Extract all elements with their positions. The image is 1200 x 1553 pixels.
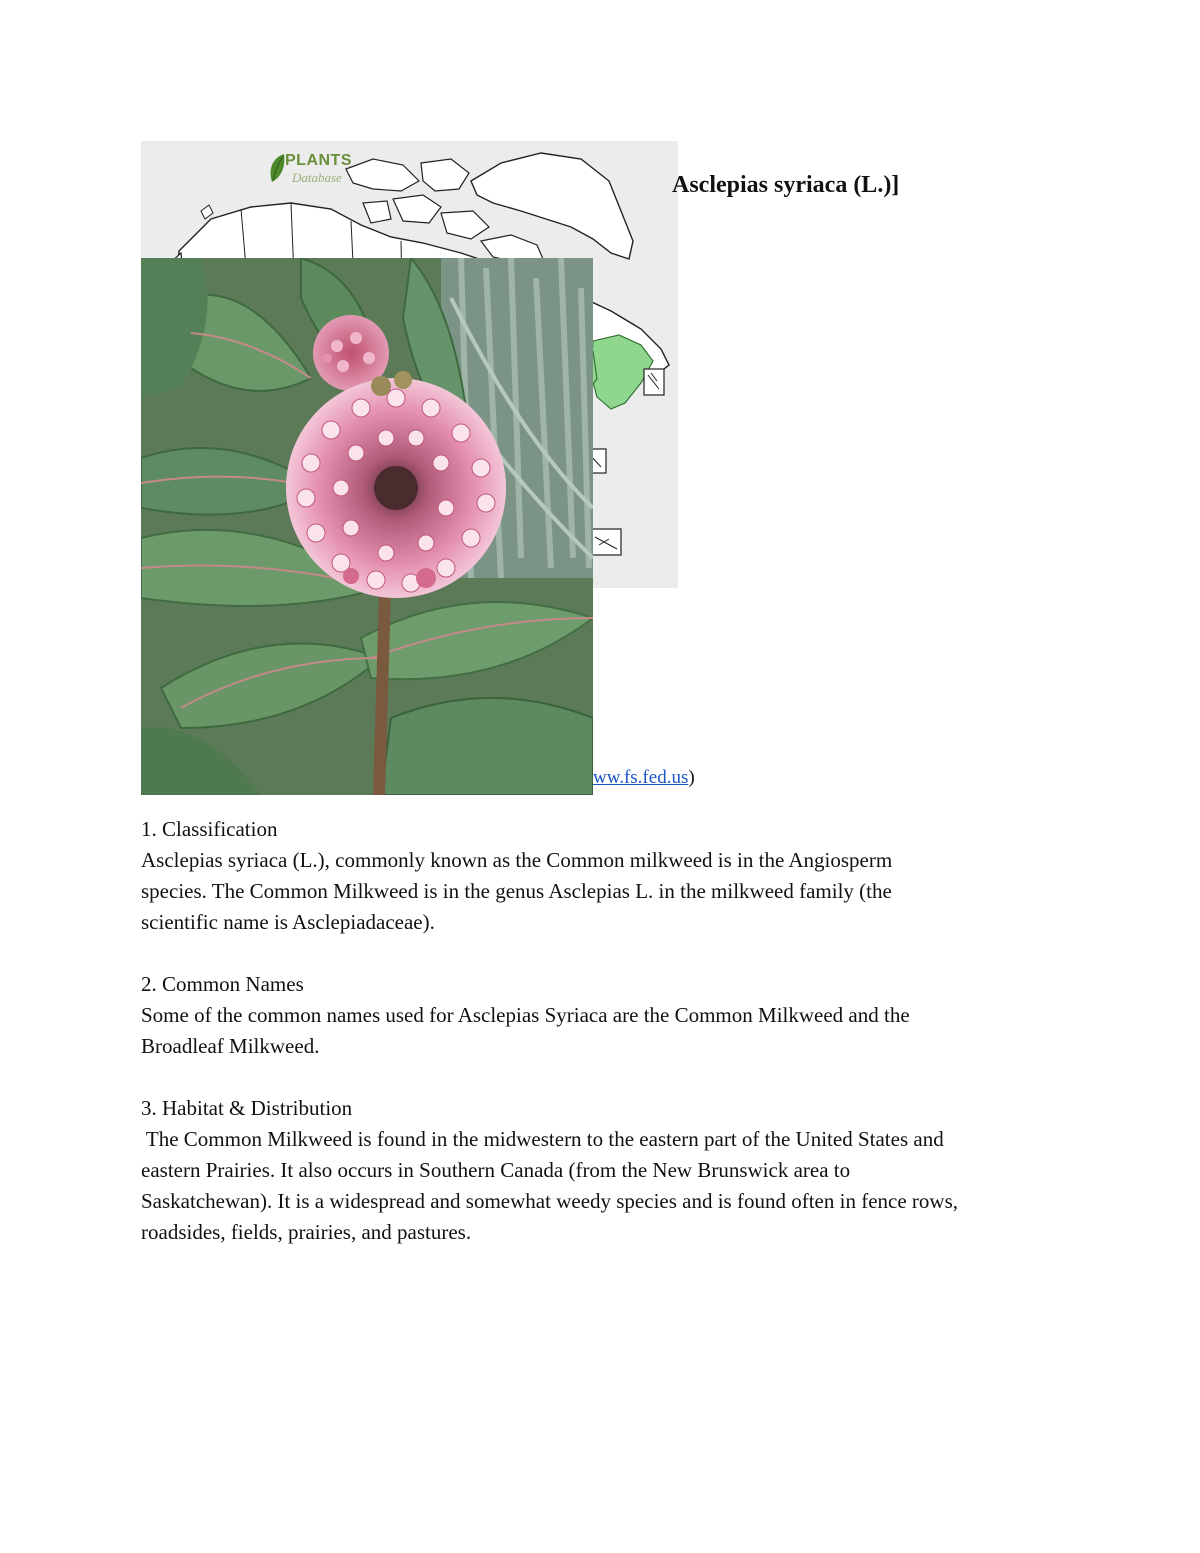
source-closing-paren: ) <box>688 767 695 788</box>
section-heading: 2. Common Names <box>141 972 304 996</box>
plants-logo-subtitle: Database <box>292 170 342 185</box>
document-body <box>141 814 1071 1248</box>
leaf-icon <box>268 152 286 184</box>
section-line: roadsides, fields, prairies, and pastures. <box>141 1220 472 1244</box>
section-line: Broadleaf Milkweed. <box>141 1034 320 1058</box>
section-line: Saskatchewan). It is a widespread and somewhat weedy species and is found often in fence rows, <box>141 1189 958 1213</box>
section-line: Asclepias syriaca (L.), commonly known as the Common milkweed is in the Angiosperm <box>141 848 893 872</box>
section-line: The Common Milkweed is found in the midwestern to the eastern part of the United States and <box>141 1127 944 1151</box>
section-line: eastern Prairies. It also occurs in Southern Canada (from the New Brunswick area to <box>141 1158 851 1182</box>
plants-logo-text: PLANTS <box>285 152 352 169</box>
milkweed-flower-photo <box>141 258 593 795</box>
section-heading: 1. Classification <box>141 817 278 841</box>
section-line: species. The Common Milkweed is in the genus Asclepias L. in the milkweed family (the <box>141 879 892 903</box>
section-line: Some of the common names used for Asclepias Syriaca are the Common Milkweed and the <box>141 1003 910 1027</box>
section-line: scientific name is Asclepiadaceae). <box>141 910 435 934</box>
image-source-caption <box>593 767 695 789</box>
document-title: Asclepias syriaca (L.)] <box>672 172 900 198</box>
source-link[interactable]: ww.fs.fed.us <box>593 767 689 788</box>
section-heading: 3. Habitat & Distribution <box>141 1096 353 1120</box>
